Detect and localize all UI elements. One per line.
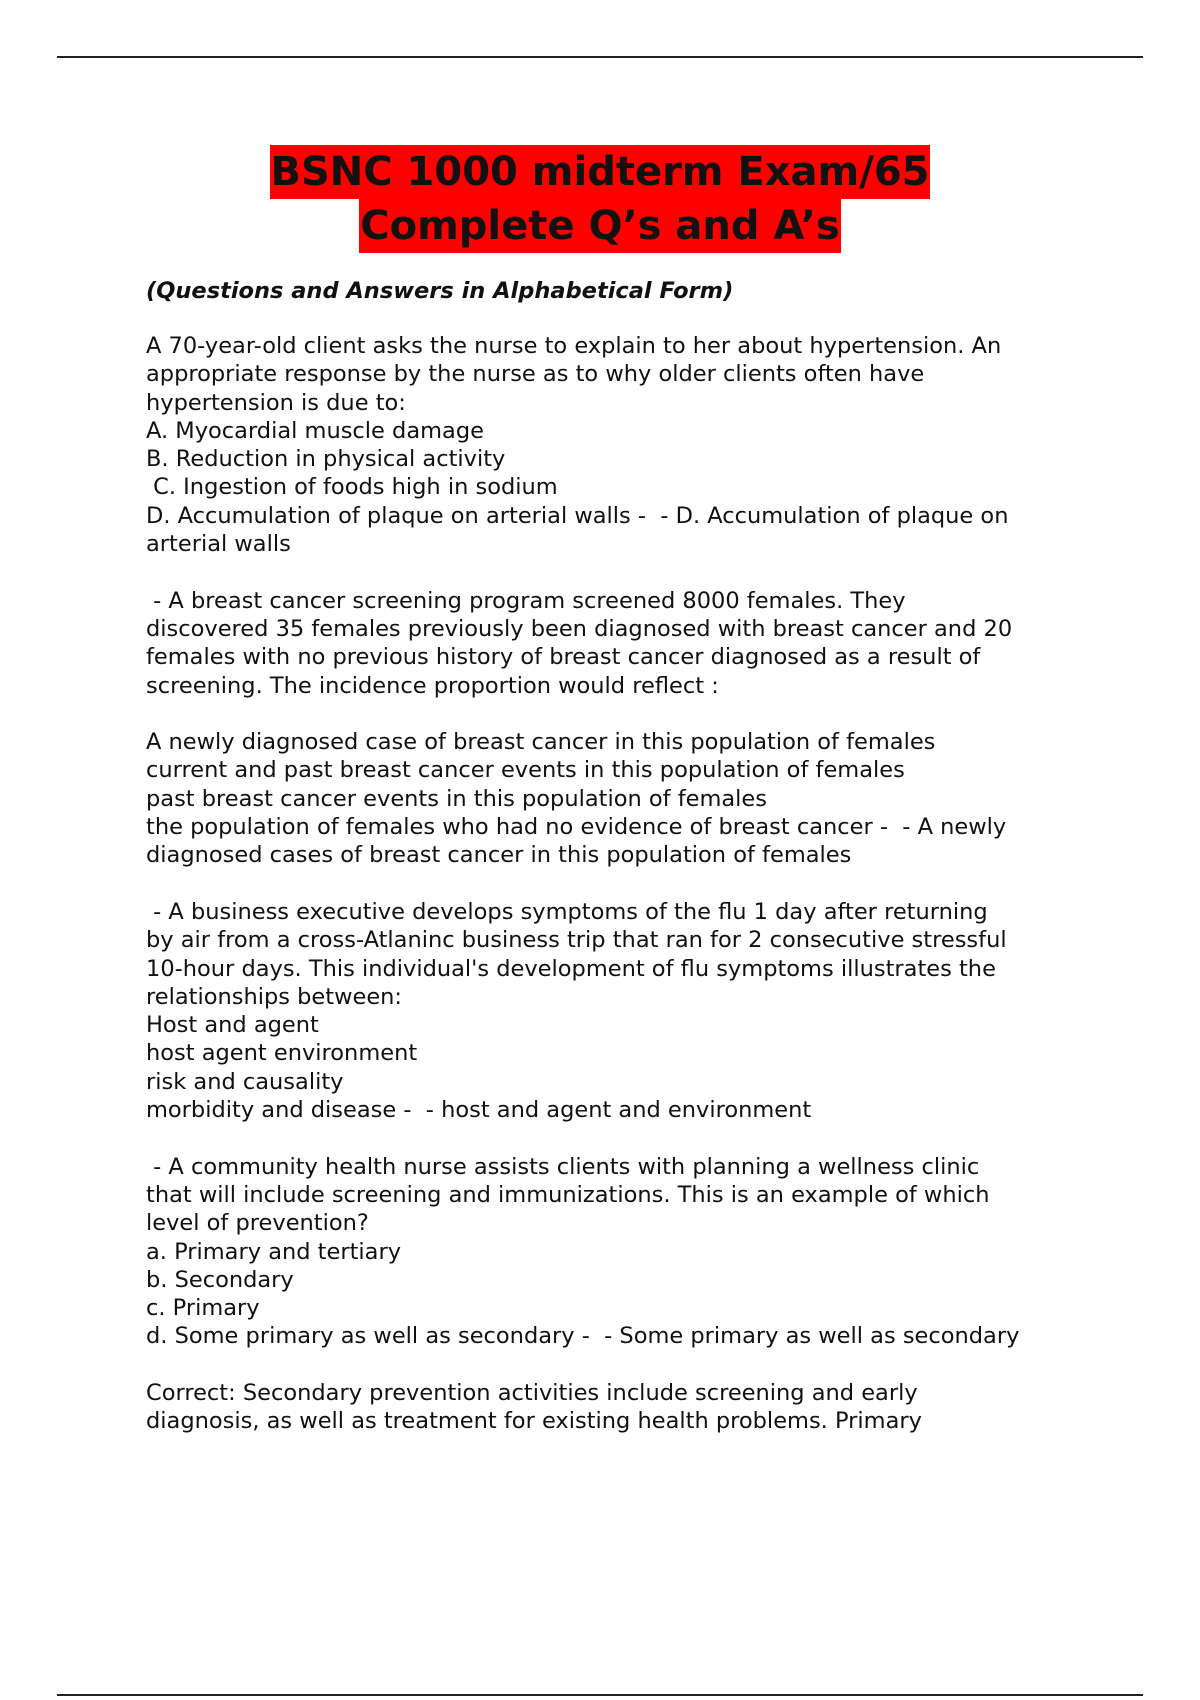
paragraph-gap	[146, 870, 1146, 898]
text-line: by air from a cross-Atlaninc business trip that ran for 2 consecutive stressful	[146, 927, 1007, 954]
text-line: risk and causality	[146, 1068, 344, 1095]
text-line: appropriate response by the nurse as to why older clients often have	[146, 361, 925, 388]
text-line: - A breast cancer screening program screened 8000 females. They	[146, 587, 906, 614]
title-line-1: BSNC 1000 midterm Exam/65	[270, 145, 931, 199]
question-block	[146, 1153, 1146, 1351]
document-subtitle: (Questions and Answers in Alphabetical Form)	[146, 278, 734, 304]
answer-options-block	[146, 728, 1146, 869]
paragraph-gap	[146, 1124, 1146, 1152]
paragraph-gap	[146, 558, 1146, 586]
text-line: - A community health nurse assists clients with planning a wellness clinic	[146, 1153, 980, 1180]
text-line: C. Ingestion of foods high in sodium	[146, 474, 558, 501]
text-line: the population of females who had no evidence of breast cancer - - A newly	[146, 814, 1007, 841]
document-title	[0, 145, 1200, 253]
paragraph-gap	[146, 700, 1146, 728]
text-line: a. Primary and tertiary	[146, 1238, 402, 1265]
text-line: c. Primary	[146, 1295, 260, 1322]
document-body	[146, 332, 1146, 1436]
text-line: hypertension is due to:	[146, 389, 406, 416]
text-line: that will include screening and immunizations. This is an example of which	[146, 1181, 990, 1208]
bottom-rule	[57, 1694, 1143, 1696]
text-line: relationships between:	[146, 983, 403, 1010]
text-line: - A business executive develops symptoms of the flu 1 day after returning	[146, 898, 988, 925]
text-line: host agent environment	[146, 1040, 418, 1067]
question-block	[146, 332, 1146, 558]
text-line: D. Accumulation of plaque on arterial walls - - D. Accumulation of plaque on	[146, 502, 1009, 529]
text-line: b. Secondary	[146, 1266, 294, 1293]
text-line: past breast cancer events in this population of females	[146, 785, 768, 812]
question-block	[146, 587, 1146, 700]
top-rule	[57, 56, 1143, 58]
paragraph-gap	[146, 1351, 1146, 1379]
text-line: A newly diagnosed case of breast cancer in this population of females	[146, 729, 936, 756]
text-line: current and past breast cancer events in this population of females	[146, 757, 905, 784]
text-line: morbidity and disease - - host and agent and environment	[146, 1097, 812, 1124]
text-line: 10-hour days. This individual's development of flu symptoms illustrates the	[146, 955, 996, 982]
text-line: Host and agent	[146, 1012, 319, 1039]
text-line: arterial walls	[146, 531, 291, 558]
text-line: screening. The incidence proportion would reflect :	[146, 672, 719, 699]
text-line: discovered 35 females previously been diagnosed with breast cancer and 20	[146, 615, 1013, 642]
text-line: A. Myocardial muscle damage	[146, 417, 484, 444]
text-line: Correct: Secondary prevention activities include screening and early	[146, 1379, 918, 1406]
text-line: diagnosis, as well as treatment for existing health problems. Primary	[146, 1408, 922, 1435]
text-line: level of prevention?	[146, 1210, 369, 1237]
text-line: females with no previous history of breast cancer diagnosed as a result of	[146, 644, 981, 671]
text-line: B. Reduction in physical activity	[146, 446, 506, 473]
text-line: A 70-year-old client asks the nurse to explain to her about hypertension. An	[146, 333, 1002, 359]
explanation-block	[146, 1379, 1146, 1436]
title-line-2: Complete Q’s and A’s	[359, 199, 840, 253]
text-line: d. Some primary as well as secondary - - Some primary as well as secondary	[146, 1323, 1020, 1350]
text-line: diagnosed cases of breast cancer in this population of females	[146, 842, 852, 869]
question-block	[146, 898, 1146, 1124]
